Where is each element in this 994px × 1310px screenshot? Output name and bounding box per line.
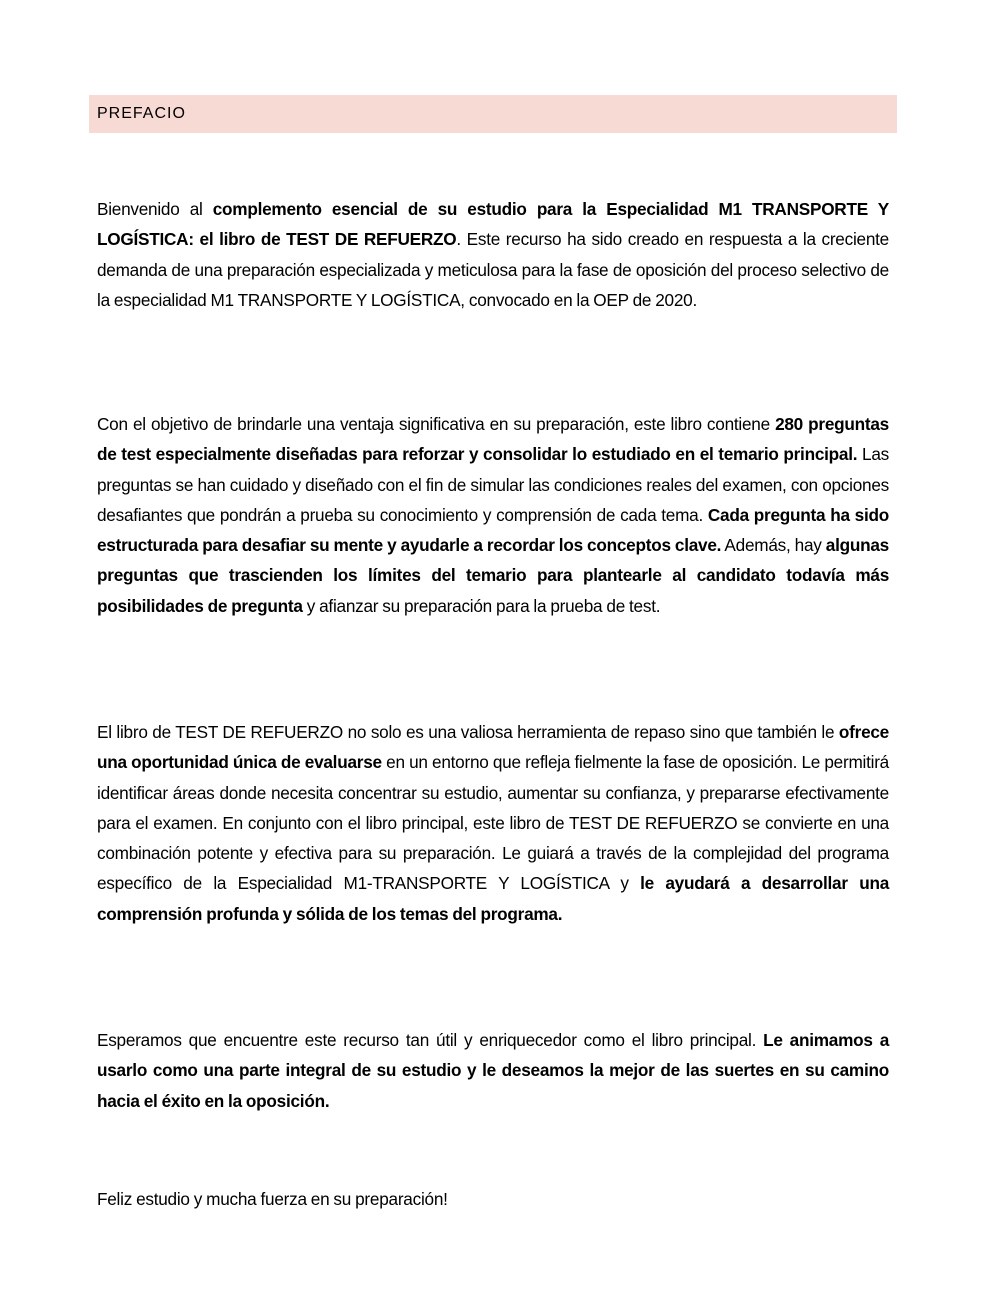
text-segment: en un entorno que refleja fielmente la fase de oposición. Le permitirá identificar áreas donde necesita concentrar su estudio, aumentar su confianza, y prepararse efectivamente para el examen. En conjunto con el libro principal, este libro de TEST DE REFUERZO se convierte en una combinación potente y efectiva para su preparación. Le guiará a través de la complejidad del programa específico de la Especialidad M1-TRANSPORTE Y LOGÍSTICA y: [97, 752, 889, 894]
paragraph-welcome: [97, 194, 889, 315]
paragraph-objective: [97, 409, 889, 621]
bold-segment: 280 preguntas de test especialmente diseñadas para reforzar y consolidar lo estudiado en el temario principal.: [97, 414, 889, 465]
text-segment: . Este recurso ha sido creado en respuesta a la creciente demanda de una preparación especializada y meticulosa para la fase de oposición del proceso selectivo de la especialidad M1 TRANSPORTE Y LOGÍSTICA, convocado en la OEP de 2020.: [97, 229, 889, 310]
bold-segment: algunas preguntas que trascienden los límites del temario para plantearle al candidato todavía más posibilidades de pregunta: [97, 535, 889, 616]
bold-segment: le ayudará a desarrollar una comprensión profunda y sólida de los temas del programa.: [97, 873, 889, 924]
heading-band: [89, 95, 897, 133]
bold-segment: complemento esencial de su estudio para la Especialidad M1 TRANSPORTE Y LOGÍSTICA: el libro de TEST DE REFUERZO: [97, 199, 889, 250]
text-segment: Esperamos que encuentre este recurso tan útil y enriquecedor como el libro principal.: [97, 1030, 764, 1050]
bold-segment: Le animamos a usarlo como una parte integral de su estudio y le deseamos la mejor de las suertes en su camino hacia el éxito en la oposición.: [97, 1030, 889, 1111]
bold-segment: Cada pregunta ha sido estructurada para desafiar su mente y ayudarle a recordar los conceptos clave.: [97, 504, 889, 556]
paragraph-farewell: [97, 1184, 889, 1214]
paragraph-closing: [97, 1025, 889, 1116]
bold-segment: ofrece una oportunidad única de evaluarse: [97, 722, 889, 773]
text-segment: Bienvenido al: [97, 199, 213, 219]
text-segment: Además, hay: [721, 535, 826, 556]
text-segment: El libro de TEST DE REFUERZO no solo es una valiosa herramienta de repaso sino que también le: [97, 722, 839, 742]
page-heading: PREFACIO: [97, 105, 186, 122]
text-segment: y afianzar su preparación para la prueba de test.: [302, 595, 661, 616]
paragraph-book-description: [97, 717, 889, 929]
text-segment: Con el objetivo de brindarle una ventaja significativa en su preparación, este libro contiene: [97, 414, 776, 434]
text-segment: Las preguntas se han cuidado y diseñado con el fin de simular las condiciones reales del examen, con opciones desafiantes que pondrán a prueba su conocimiento y comprensión de cada tema.: [97, 444, 889, 525]
text-segment: Feliz estudio y mucha fuerza en su preparación!: [97, 1189, 448, 1209]
